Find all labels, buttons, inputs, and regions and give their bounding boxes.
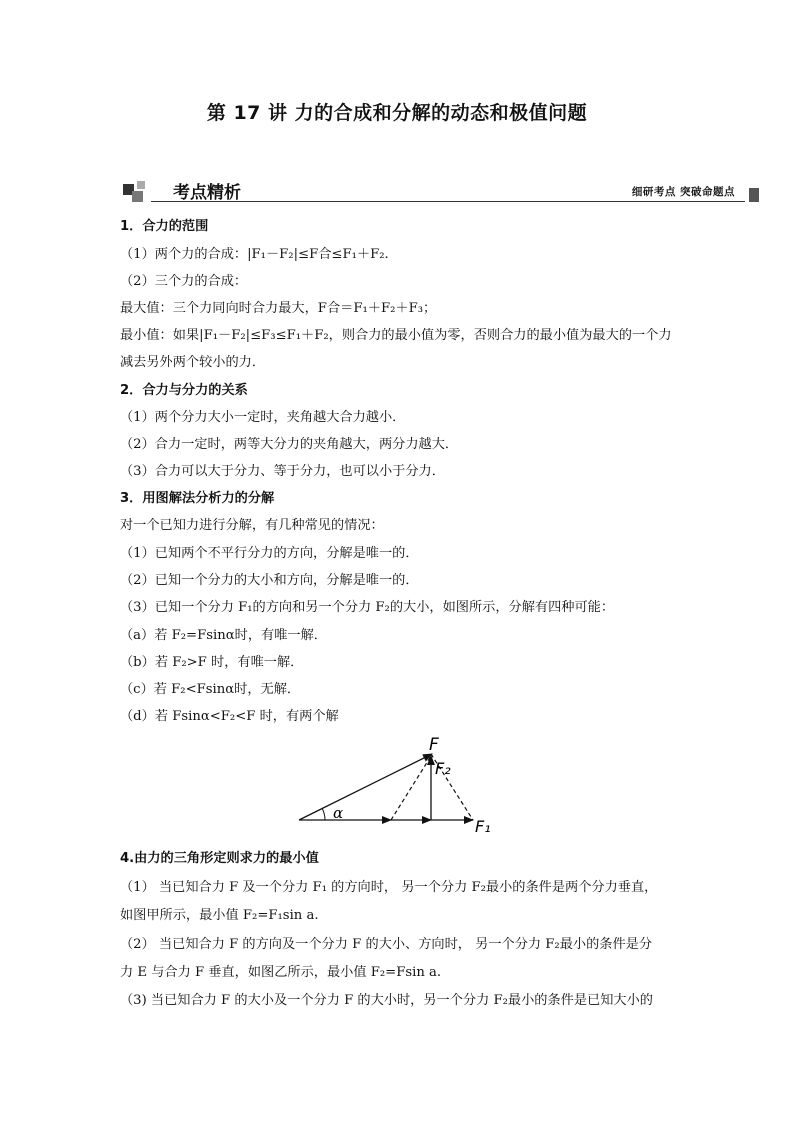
text-line: （3）已知一个分力 F₁的方向和另一个分力 F₂的大小，如图所示，分解有四种可能： xyxy=(120,600,615,615)
text-line: （a）若 F₂=Fsinα时，有唯一解． xyxy=(120,628,327,643)
heading-3: 3．用图解法分析力的分解 xyxy=(120,491,275,506)
section-title: 考点精析 xyxy=(173,183,241,203)
f2-dashed-left xyxy=(391,756,431,820)
text-line: （3）合力可以大于分力、等于分力，也可以小于分力． xyxy=(120,464,445,479)
text-line: （1） 当已知合力 F 及一个分力 F₁ 的方向时， 另一个分力 F₂最小的条件是两个分力垂直， xyxy=(120,880,658,895)
text-line: （2） 当已知合力 F 的方向及一个分力 F 的大小、方向时， 另一个分力 F₂最小的条件是分 xyxy=(120,937,653,952)
decor-square xyxy=(749,188,759,202)
text-line: 减去另外两个较小的力． xyxy=(120,355,266,370)
text-line: 力 E 与合力 F 垂直，如图乙所示，最小值 F₂=Fsin a. xyxy=(120,965,442,980)
alpha-arc xyxy=(322,808,325,820)
section-header xyxy=(123,178,759,204)
text-line: 如图甲所示，最小值 F₂=F₁sin a. xyxy=(120,908,319,923)
f2-label: F₂ xyxy=(435,759,451,778)
text-line: （1）两个分力大小一定时，夹角越大合力越小． xyxy=(120,410,406,425)
text-line: （c）若 F₂<Fsinα时，无解． xyxy=(120,682,301,697)
resultant-f-arrow xyxy=(299,754,432,820)
text-line: 最大值：三个力同向时合力最大，F合＝F₁＋F₂＋F₃； xyxy=(120,301,437,316)
text-line: （1）两个力的合成：|F₁－F₂|≤F合≤F₁＋F₂. xyxy=(120,247,389,262)
decor-square xyxy=(137,181,145,189)
text-line: （3) 当已知合力 F 的大小及一个分力 F 的大小时，另一个分力 F₂最小的条件是已知大小的 xyxy=(120,993,653,1008)
text-line: （d）若 Fsinα<F₂<F 时，有两个解 xyxy=(120,709,339,724)
page-title: 第 17 讲 力的合成和分解的动态和极值问题 xyxy=(206,102,588,124)
text-line: 对一个已知力进行分解，有几种常见的情况： xyxy=(120,518,384,533)
f-label: F xyxy=(429,735,439,755)
decor-square xyxy=(132,191,143,202)
section-rule xyxy=(151,201,745,202)
force-decomposition-figure xyxy=(295,732,505,838)
text-line: 最小值：如果|F₁－F₂|≤F₃≤F₁＋F₂，则合力的最小值为零，否则合力的最小值为最大的一个力 xyxy=(120,328,672,343)
text-line: （b）若 F₂>F 时，有唯一解． xyxy=(120,655,304,670)
f1-label: F₁ xyxy=(475,817,491,836)
heading-1: 1．合力的范围 xyxy=(120,219,209,234)
alpha-label: α xyxy=(333,804,344,822)
section-subtitle: 细研考点 突破命题点 xyxy=(631,186,735,198)
text-line: （2）已知一个分力的大小和方向，分解是唯一的． xyxy=(120,573,419,588)
text-line: （1）已知两个不平行分力的方向，分解是唯一的． xyxy=(120,546,419,561)
text-line: （2）三个力的合成： xyxy=(120,274,248,289)
heading-4: 4.由力的三角形定则求力的最小值 xyxy=(120,851,319,866)
heading-2: 2．合力与分力的关系 xyxy=(120,383,248,398)
text-line: （2）合力一定时，两等大分力的夹角越大，两分力越大． xyxy=(120,437,459,452)
